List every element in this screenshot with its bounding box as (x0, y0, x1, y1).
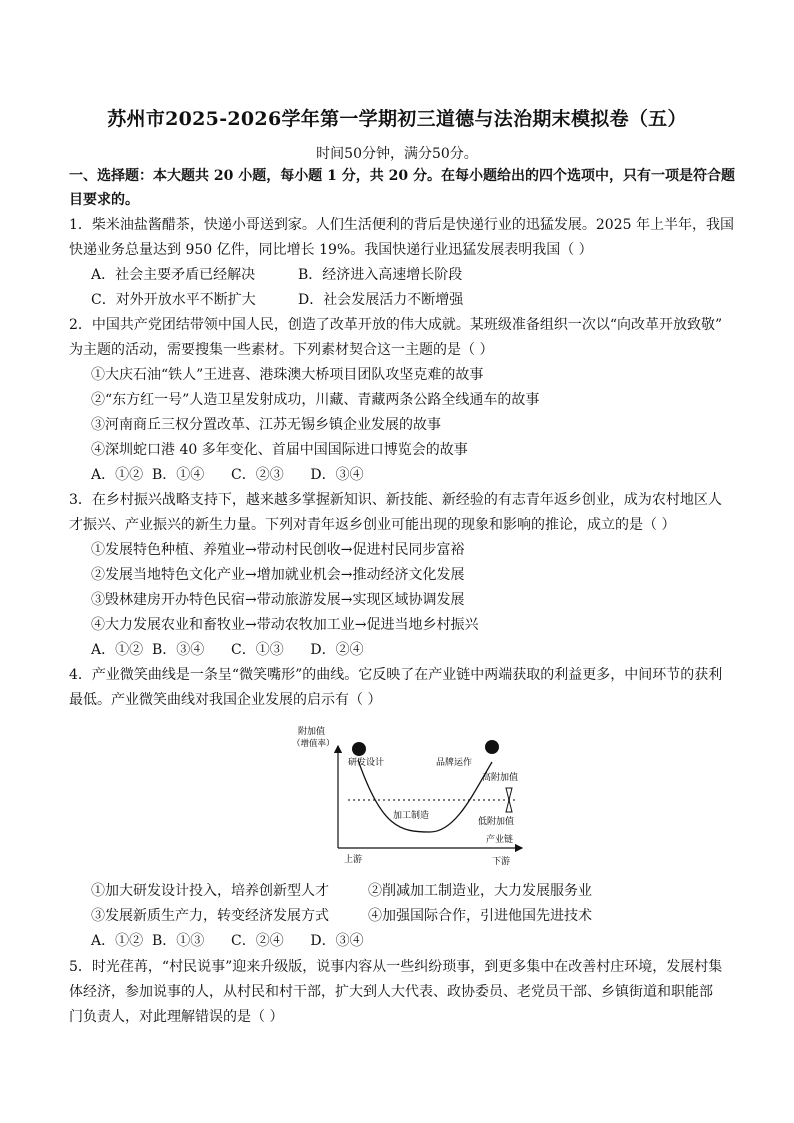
q3-item: ①发展特色种植、养殖业→带动村民创收→促进村民同步富裕 (91, 542, 465, 558)
q1-option-a: A．社会主要矛盾已经解决 (91, 267, 256, 283)
downstream-dot (485, 740, 499, 754)
q1-option-d: D．社会发展活力不断增强 (298, 292, 464, 308)
q4-options: A．①② B．①③ C．②④ D．③④ (91, 933, 364, 949)
q4-stem-cont: 最低。产业微笑曲线对我国企业发展的启示有（ ） (69, 692, 382, 708)
section-instruction: 一、选择题：本大题共 20 小题，每小题 1 分，共 20 分。在每小题给出的四个选项中，只有一项是符合题 (69, 168, 735, 184)
smile-curve-svg (290, 720, 530, 868)
label-high-value: 高附加值 (482, 773, 519, 783)
q1-stem: 1．柴米油盐酱醋茶，快递小哥送到家。人们生活便利的背后是快递行业的迅猛发展。2025 年上半年，我国 (69, 217, 734, 233)
q2-item: ①大庆石油“铁人”王进喜、港珠澳大桥项目团队攻坚克难的故事 (91, 367, 484, 383)
q4-item: ④加强国际合作，引进他国先进技术 (368, 908, 592, 924)
smile-curve (358, 760, 492, 832)
q4-stem: 4．产业微笑曲线是一条呈“微笑嘴形”的曲线。它反映了在产业链中两端获取的利益更多，中间环节的获利 (69, 667, 723, 683)
marker-down (506, 800, 512, 812)
q4-item: ③发展新质生产力，转变经济发展方式 (91, 908, 329, 924)
q2-options: A．①② B．①④ C．②③ D．③④ (91, 467, 364, 483)
time-info: 时间50分钟，满分50分。 (316, 146, 478, 162)
label-downstream: 下游 (492, 857, 511, 867)
q1-option-b: B．经济进入高速增长阶段 (298, 267, 463, 283)
label-low-value: 低附加值 (478, 817, 515, 827)
section-instruction-cont: 目要求的。 (69, 192, 139, 208)
y-axis-label: 附加值 (298, 727, 326, 737)
q3-stem: 3．在乡村振兴战略支持下，越来越多掌握新知识、新技能、新经验的有志青年返乡创业，成为农村地区人 (69, 492, 722, 508)
q1-stem-cont: 快递业务总量达到 950 亿件，同比增长 19%。我国快递行业迅猛发展表明我国（ ） (69, 242, 593, 258)
q2-stem-cont: 为主题的活动，需要搜集一些素材。下列素材契合这一主题的是（ ） (69, 342, 494, 358)
y-axis-label-sub: （增值率） (292, 739, 335, 749)
q4-item: ①加大研发设计投入，培养创新型人才 (91, 883, 329, 899)
q5-stem-cont: 体经济，参加说事的人，从村民和村干部，扩大到人大代表、政协委员、老党员干部、乡镇街道和职能部 (69, 984, 713, 1000)
q3-stem-cont: 才振兴、产业振兴的新生力量。下列对青年返乡创业可能出现的现象和影响的推论，成立的是（ ） (69, 517, 676, 533)
q5-stem: 5．时光荏苒，“村民说事”迎来升级版，说事内容从一些纠纷琐事，到更多集中在改善村庄环境，发展村集 (69, 959, 723, 975)
label-manufacturing: 加工制造 (393, 811, 430, 821)
q2-item: ②“东方红一号”人造卫星发射成功，川藏、青藏两条公路全线通车的故事 (91, 392, 540, 408)
q2-item: ④深圳蛇口港 40 多年变化、首届中国国际进口博览会的故事 (91, 442, 468, 458)
q3-item: ③毁林建房开办特色民宿→带动旅游发展→实现区域协调发展 (91, 592, 465, 608)
label-brand: 品牌运作 (436, 758, 473, 768)
exam-title: 苏州市2025-2026学年第一学期初三道德与法治期末模拟卷（五） (107, 108, 687, 130)
label-upstream: 上游 (344, 855, 363, 865)
q3-options: A．①② B．③④ C．①③ D．②④ (91, 642, 364, 658)
q5-stem-cont2: 门负责人，对此理解错误的是（ ） (69, 1009, 284, 1025)
smile-curve-diagram (290, 720, 530, 868)
q4-item: ②削减加工制造业，大力发展服务业 (368, 883, 592, 899)
marker-up (506, 788, 512, 800)
label-rd: 研发设计 (348, 758, 385, 768)
q3-item: ②发展当地特色文化产业→增加就业机会→推动经济文化发展 (91, 567, 465, 583)
q2-item: ③河南商丘三权分置改革、江苏无锡乡镇企业发展的故事 (91, 417, 441, 433)
q3-item: ④大力发展农业和畜牧业→带动农牧加工业→促进当地乡村振兴 (91, 617, 479, 633)
upstream-dot (352, 742, 366, 756)
label-industry-chain: 产业链 (486, 835, 514, 845)
q1-option-c: C．对外开放水平不断扩大 (91, 292, 256, 308)
q2-stem: 2．中国共产党团结带领中国人民，创造了改革开放的伟大成就。某班级准备组织一次以“向改革开放致敬” (69, 317, 723, 333)
